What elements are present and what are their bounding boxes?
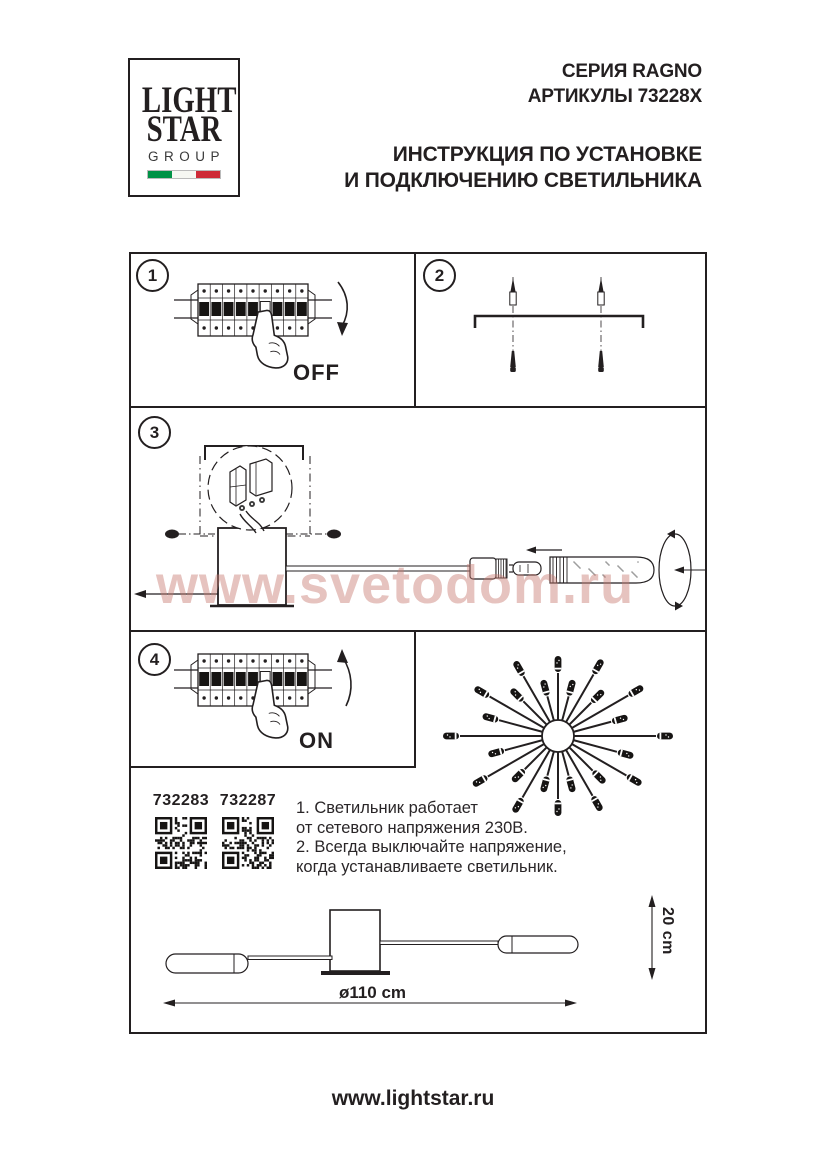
divider-step4-bottom xyxy=(130,766,416,768)
logo-word-group: GROUP xyxy=(147,149,225,164)
flag-red xyxy=(196,171,220,178)
divider-row1 xyxy=(130,406,706,408)
series-title: СЕРИЯ RAGNO xyxy=(561,61,702,82)
instruction-title-line2: И ПОДКЛЮЧЕНИЮ СВЕТИЛЬНИКА xyxy=(344,169,702,192)
step-3-number: 3 xyxy=(138,416,171,449)
articles-title: АРТИКУЛЫ 73228X xyxy=(527,86,702,107)
lightstar-url: www.lightstar.ru xyxy=(331,1087,495,1110)
on-label: ON xyxy=(299,728,334,753)
instruction-title-line1: ИНСТРУКЦИЯ ПО УСТАНОВКЕ xyxy=(392,143,702,166)
step-1-number: 1 xyxy=(136,259,169,292)
note-line: 2. Всегда выключайте напряжение, xyxy=(296,838,567,857)
flag-green xyxy=(148,171,172,178)
svetodom-watermark: www.svetodom.ru xyxy=(156,555,635,615)
divider-step1-step2 xyxy=(414,253,416,408)
breaker-panel-on-illustration xyxy=(170,638,370,758)
note-line: от сетевого напряжения 230В. xyxy=(296,818,528,837)
logo-word-light: LIGHT xyxy=(141,80,237,121)
note-line: 1. Светильник работает xyxy=(296,799,478,817)
step-4-number: 4 xyxy=(138,643,171,676)
italian-flag-icon xyxy=(147,170,221,179)
article-number-732287: 732287 xyxy=(219,792,277,809)
breaker-panel-off-illustration xyxy=(170,268,370,388)
step-2-number: 2 xyxy=(423,259,456,292)
logo-word-star: STAR xyxy=(146,109,222,150)
note-line: когда устанавливаете светильник. xyxy=(296,857,558,876)
mounting-bracket-illustration xyxy=(465,265,665,390)
flag-white xyxy=(172,171,196,178)
qr-code-732287 xyxy=(222,817,274,869)
lightstar-logo xyxy=(128,58,240,197)
safety-notes xyxy=(296,799,572,877)
height-dimension: 20 cm xyxy=(659,907,676,955)
article-number-732283: 732283 xyxy=(152,792,210,809)
divider-step4-right xyxy=(414,630,416,768)
qr-code-732283 xyxy=(155,817,207,869)
diameter-dimension: ø110 cm xyxy=(338,983,407,1002)
off-label: OFF xyxy=(293,360,340,385)
